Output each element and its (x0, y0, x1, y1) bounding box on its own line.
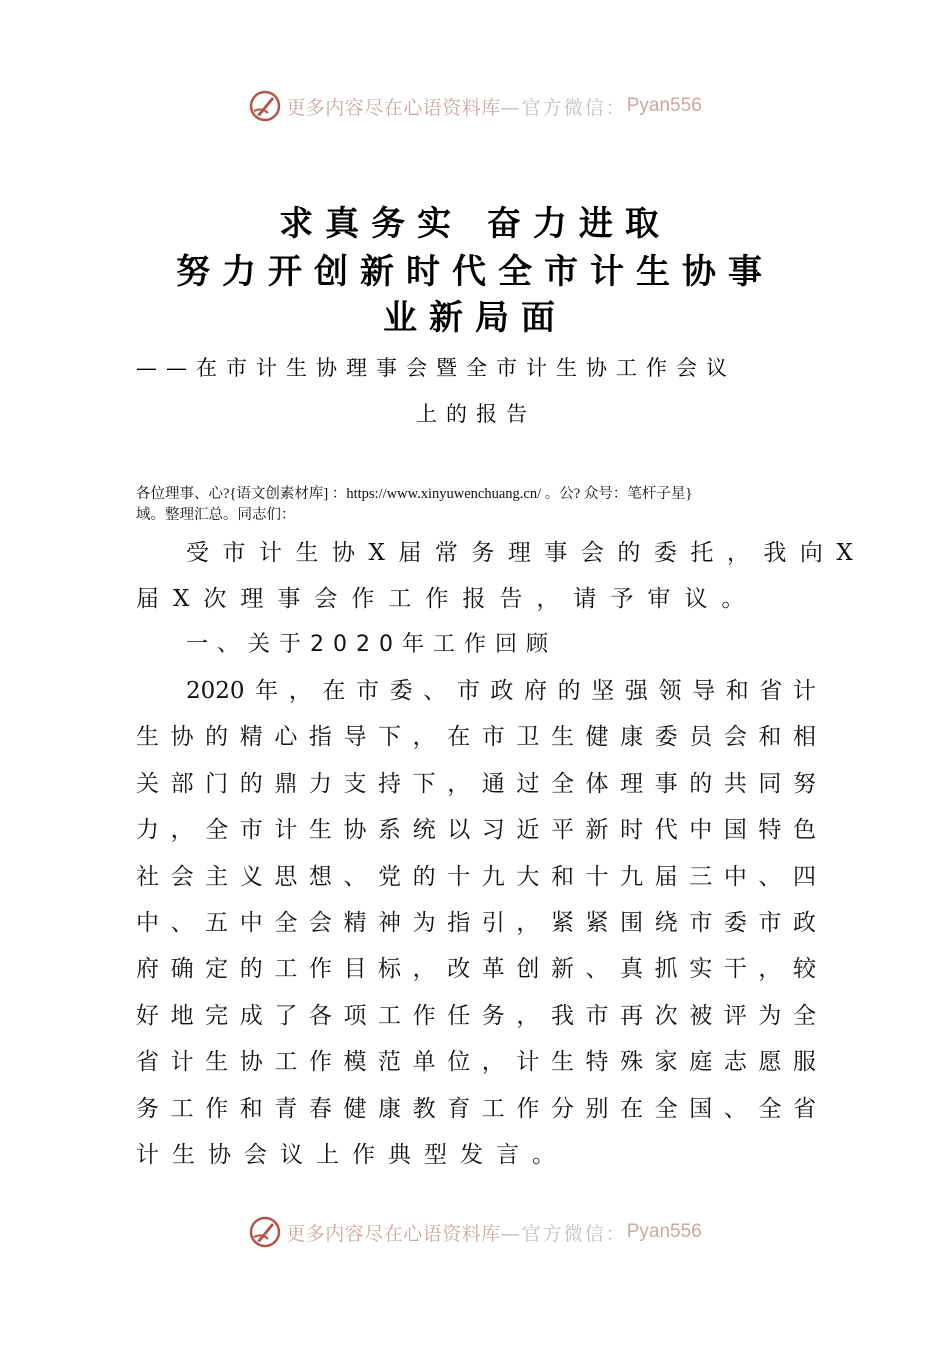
banner-text: 更多内容尽在心语资料库 (286, 1222, 501, 1245)
source-note-line-1: 各位理事、心?{语文创素材库] ：https://www.xinyuwenchuang.cn/ 。公? 众号：笔杆子星} (136, 486, 693, 502)
subtitle-line-2: 上的报告 (416, 402, 536, 426)
intro-line-1 (186, 530, 867, 576)
title-line-2: 努力开创新时代全市计生协事 (176, 252, 774, 292)
paragraph-line: 务 工 作 和 青 春 健 康 教 育 工 作 分 别 在 全 国 、 全 省 (136, 1095, 816, 1122)
header-banner (0, 86, 950, 126)
paragraph-line: 力 ， 全 市 计 生 协 系 统 以 习 近 平 新 时 代 中 国 特 色 (136, 817, 816, 844)
paragraph-line: 府 确 定 的 工 作 目 标 ， 改 革 创 新 、 真 抓 实 干 ， 较 (136, 956, 816, 983)
paragraph-line: 2020 年 ， 在 市 委 、 市 政 府 的 坚 强 领 导 和 省 计 (186, 678, 816, 704)
title-line-3: 业新局面 (383, 298, 567, 338)
banner-wechat-id: Pyan556 (626, 1221, 702, 1242)
intro-text-1: 受市计生协X届常务理事会的委托，我向X (186, 540, 867, 566)
subtitle-line-1: ——在市计生协理事会暨全市计生协工作会议 (136, 356, 736, 380)
paragraph-line: 好 地 完 成 了 各 项 工 作 任 务 ， 我 市 再 次 被 评 为 全 (136, 1002, 816, 1029)
title-line-1: 求真务实 奋力进取 (279, 204, 671, 244)
intro-line-2: 届X次理事会作工作报告，请予审议。 (136, 586, 759, 612)
paragraph-line: 生 协 的 精 心 指 导 下 ， 在 市 卫 生 健 康 委 员 会 和 相 (136, 724, 816, 751)
quill-logo-icon (248, 1215, 282, 1249)
section-heading: 一、关于2020年工作回顾 (186, 632, 557, 657)
paragraph-line: 社 会 主 义 思 想 、 党 的 十 九 大 和 十 九 届 三 中 、 四 (136, 863, 816, 890)
banner-dash-label: —官方微信： (500, 1222, 627, 1245)
banner-text: 更多内容尽在心语资料库 (286, 96, 501, 119)
banner-dash-label: —官方微信： (500, 96, 627, 119)
paragraph-line: 省 计 生 协 工 作 模 范 单 位 ， 计 生 特 殊 家 庭 志 愿 服 (136, 1049, 816, 1076)
paragraph-line: 计生协会议上作典型发言。 (136, 1142, 568, 1168)
paragraph-line: 中 、 五 中 全 会 精 神 为 指 引 ， 紧 紧 围 绕 市 委 市 政 (136, 910, 816, 936)
quill-logo-icon (248, 89, 282, 123)
source-note-line-2: 域。整理汇总。同志们： (136, 507, 296, 523)
paragraph-line: 关 部 门 的 鼎 力 支 持 下 ， 通 过 全 体 理 事 的 共 同 努 (136, 770, 816, 797)
footer-banner (0, 1212, 950, 1252)
banner-wechat-id: Pyan556 (626, 95, 702, 116)
